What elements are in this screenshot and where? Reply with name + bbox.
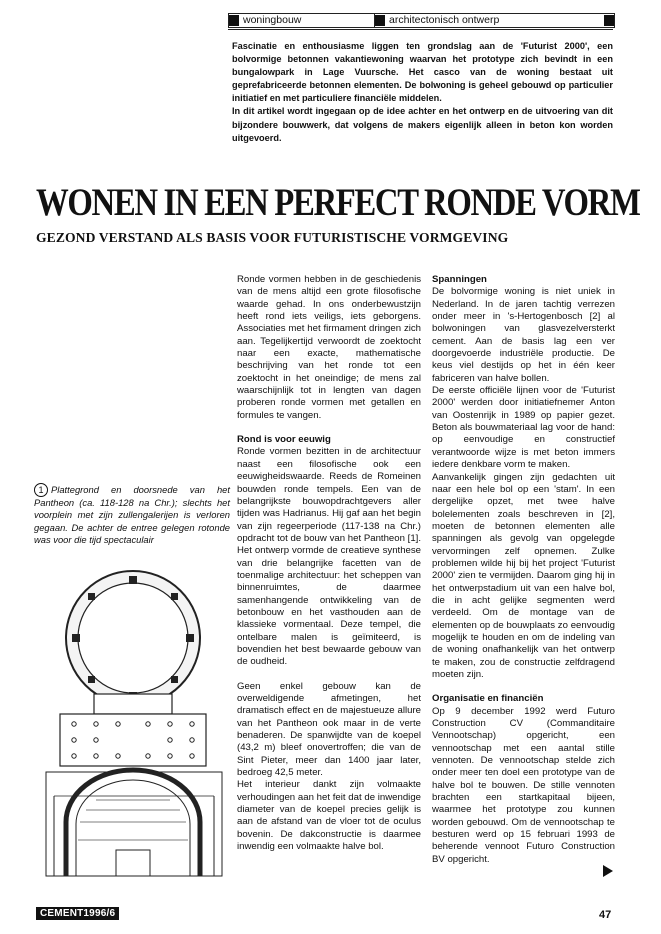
section-tabs xyxy=(228,13,615,28)
continue-arrow-icon xyxy=(603,865,613,877)
body-paragraph: De bolvormige woning is niet uniek in Nederland. In de jaren tachtig verrezen onder meer in 's-Hertogenbosch [2] al bolwoningen van glasvezelversterkt cement. Aan de basis lag een ver doorgevoerde industriële productie. De keus viel destijds op het in één keer fabriceren van halve bollen. xyxy=(432,286,615,384)
figure-caption-text: Plattegrond en doorsnede van het Pantheon (ca. 118-128 na Chr.); slechts het voorplein met zijn zullengalerijen is verloren gegaan. De achter de entree gelegen rotonde was voor die tijd spectaculair xyxy=(34,484,230,546)
tab-marker xyxy=(375,15,385,26)
body-paragraph: Het interieur dankt zijn volmaakte verhoudingen aan het feit dat de inwendige diameter van de koepel precies gelijk is aan de afstand van de vloer tot de oculus bovenin. De dakconstructie is daarmee inwendig een volmaakte halve bol. xyxy=(237,779,421,853)
section-frame xyxy=(46,772,222,876)
figure-caption xyxy=(34,483,230,546)
transition-block xyxy=(94,694,172,714)
tab-subject-label: architectonisch ontwerp xyxy=(389,14,500,26)
body-paragraph: Op 9 december 1992 werd Futuro Construction CV (Commanditaire Vennootschap) opgericht, een vennootschap met een aantal stille vennoten. De vennootschap stelde zich onder meer ten doel een prototype van de halve bol te bouwen. De stille vennoten brachten een startkapitaal bijeen, waarmee het prototype zou kunnen worden gebouwd. Om de vennootschap te besturen werd op 15 februari 1993 de beherende vennoot Futuro Construction BV opgericht. xyxy=(432,705,615,865)
figure-number: 1 xyxy=(34,483,48,497)
section-heading: Organisatie en financiën xyxy=(432,693,544,705)
section-heading: Spanningen xyxy=(432,274,487,285)
page-number: 47 xyxy=(599,909,612,921)
body-paragraph: De eerste officiële lijnen voor de 'Futurist 2000' werden door initiatiefnemer Anton van Oostenrijk in 1989 op papier gezet. Beton als bouwmateriaal lag voor de hand: op eenvoudige en constructief verantwoorde wijze is met beton immers iedere denkbare vorm te maken. xyxy=(432,385,615,471)
pantheon-drawing xyxy=(36,560,232,880)
body-paragraph: Geen enkel gebouw kan de overweldigende afmetingen, het dramatisch effect en de majestueuze allure van het Pantheon ook maar in de verte benaderen. De spanwijdte van de koepel (43,2 m) bleef onovertroffen; die van de Sint Pieter, meer dan 1400 jaar later, bedroeg 42,5 meter. xyxy=(237,680,421,779)
text-column-1 xyxy=(237,274,421,853)
article-title: WONEN IN EEN PERFECT RONDE VORM xyxy=(36,181,640,224)
tab-end-marker xyxy=(604,15,614,26)
tab-marker xyxy=(229,15,239,26)
body-paragraph: Ronde vormen bezitten in de architectuur naast een filosofische ook een eeuwigheidswaarde. Reeds de Romeinen bouwden ronde tempels. Een van de belangrijkste bouwopdrachtgevers aller tijden was Hadrianus. Hij gaf aan het begin van zijn regeerperiode (117-138 na Chr.) opdracht tot de bouw van het Pantheon [1]. Het ontwerp vormde de creatieve synthese van drie belangrijke facetten van de toenmalige architectuur: het scheppen van binnenruimtes, de daarmee samenhangende ontwikkeling van de betonbouw en het vasthouden aan de klassieke vormentaal. Deze tempel, die ontelbare malen is geïmiteerd, is bovendien het best bewaarde gebouw van de oudheid. xyxy=(237,446,421,668)
intro-paragraph: Fascinatie en enthousiasme liggen ten grondslag aan de 'Futurist 2000', een bolvormige betonnen vakantiewoning waarvan het prototype zich bevindt in een bungalowpark in Lage Vuursche. Het casco van de woning bestaat uit geprefabriceerde betonnen elementen. De bolwoning is geheel gebouwd op particulier initiatief en met particuliere financiële middelen. xyxy=(232,41,613,104)
body-paragraph: Ronde vormen hebben in de geschiedenis van de mens altijd een grote filosofische waarde gehad. In ons onderbewustzijn heeft rond iets veiligs, iets geborgens. Associaties met het firmament dringen zich aan. Tegelijkertijd verwoordt de zoektocht naar een exacte, mathematische beschrijving van het ronde tot een zoektocht in het oneindige; de mens zal waarschijnlijk tot in lengten van dagen proberen ronde vormen met getallen en formules te vangen. xyxy=(237,274,421,421)
tab-category-label: woningbouw xyxy=(243,14,302,26)
text-column-2 xyxy=(432,274,615,866)
body-paragraph: Aanvankelijk gingen zijn gedachten uit naar een hele bol op een 'stam'. In een dergelijke opzet, met twee halve bolelementen zoals beschreven in [2], moeten de betonnen elementen alle spanningen als gevolg van opgelegde vervormingen zelf opnemen. Zulke problemen wilde hij bij het project 'Futurist 2000' zien te vermijden. Daarom ging hij in het ontwerpstadium uit van een halve bol, die in acht gelijke segmenten werd verdeeld. Om de montage van de elementen op de bouwplaats zo eenvoudig mogelijk te houden en om de indeling van de woning onafhankelijk van het ontwerp te maken, zou de constructie zelfdragend moeten zijn. xyxy=(432,471,615,680)
tab-subject xyxy=(375,14,614,27)
section-heading: Rond is voor eeuwig xyxy=(237,434,331,446)
intro-paragraph: In dit artikel wordt ingegaan op de idee achter en het ontwerp en de uitvoering van dit bijzondere bouwwerk, dat volgens de makers eigenlijk alleen in beton kon worden uitgevoerd. xyxy=(232,106,613,143)
tab-category xyxy=(229,14,375,27)
journal-label: CEMENT1996/6 xyxy=(36,907,119,920)
portico xyxy=(60,714,206,766)
article-intro xyxy=(232,40,613,145)
header-rule xyxy=(228,29,613,30)
article-subtitle: GEZOND VERSTAND ALS BASIS VOOR FUTURISTISCHE VORMGEVING xyxy=(36,230,509,245)
